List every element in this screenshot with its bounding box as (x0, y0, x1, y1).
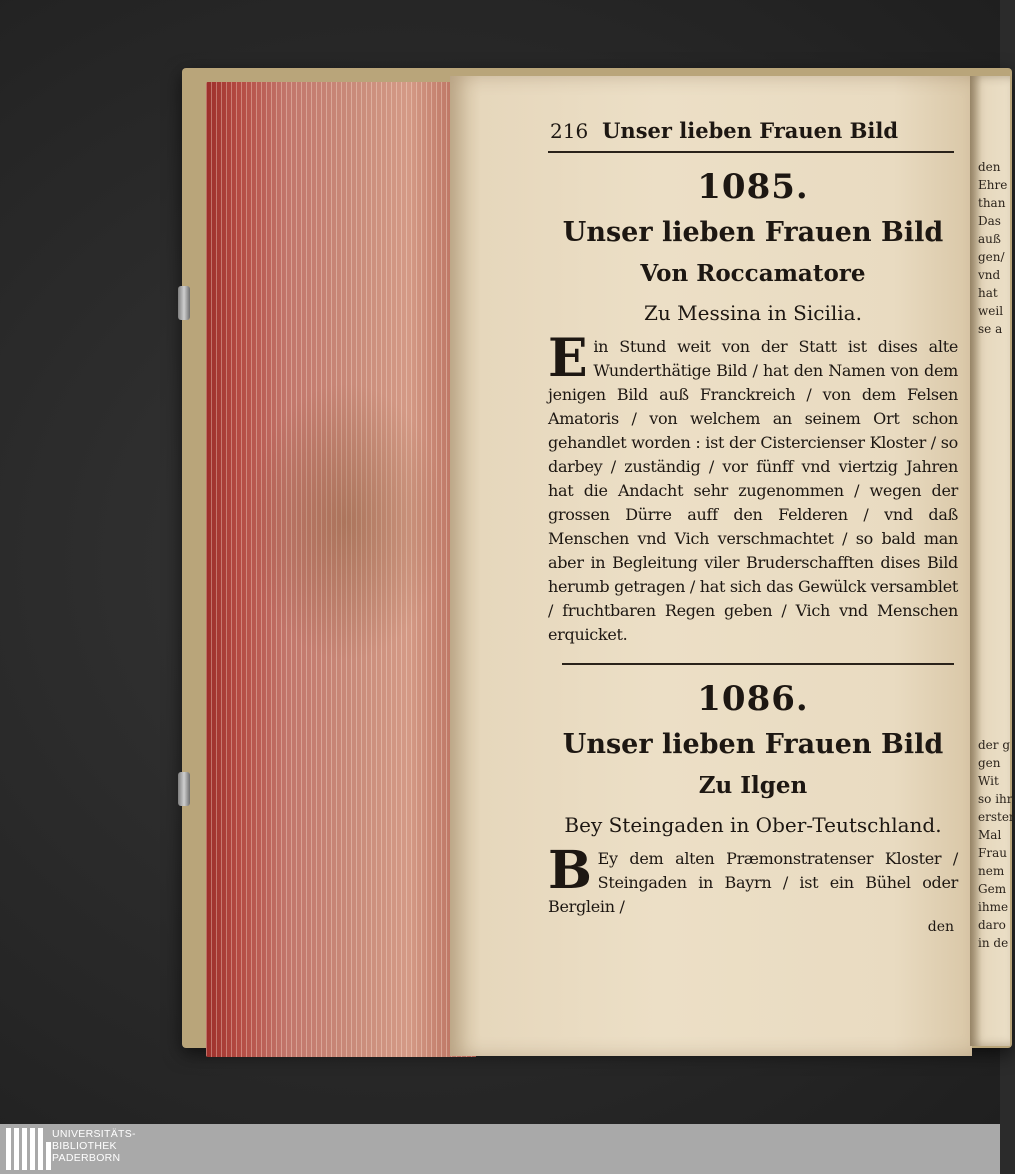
facing-line: auß (978, 232, 1001, 246)
facing-text-bottom (978, 736, 1015, 952)
facing-line: Das (978, 214, 1001, 228)
library-name (52, 1128, 136, 1164)
facing-line: gen/ (978, 250, 1005, 264)
facing-page-sliver (970, 76, 1015, 1046)
library-name-line1: UNIVERSITÄTS- (52, 1128, 136, 1140)
facing-line: Wit (978, 774, 999, 788)
body-text-1086: Ey dem alten Præmonstratenser Kloster / Steingaden in Bayrn / ist ein Bühel oder Berglein / (548, 849, 958, 916)
facing-line: Frau (978, 846, 1007, 860)
library-name-line3: PADERBORN (52, 1152, 121, 1164)
body-text-1085: in Stund weit von der Statt ist dises alte Wunderthätige Bild / hat den Namen von dem jenigen Bild auß Franckreich / von dem Felsen Amatoris / von welchem an seinem Ort schon gehandlet worden : ist der Cistercienser Kloster / so darbey / zuständig / vor fünff vnd viertzig Jahren hat die Andacht sehr zugenommen / wegen der grossen Dürre auff den Felderen / vnd daß Menschen vnd Vich verschmachtet / so bald man aber in Begleitung viler Bruderschafften dises Bild herumb getragen / hat sich das Gewülck versamblet / fruchtbaren Regen geben / Vich vnd Menschen erquicket. (548, 337, 958, 644)
entry-title-1085: Unser lieben Frauen Bild (562, 217, 944, 248)
library-name-line2: BIBLIOTHEK (52, 1140, 117, 1152)
entry-number-1085: 1085. (697, 167, 809, 207)
facing-line: so ihr (978, 792, 1013, 806)
facing-text-top (978, 158, 1007, 338)
section-rule (562, 663, 954, 665)
facing-line: than (978, 196, 1006, 210)
book-page (450, 76, 972, 1056)
facing-line: ihme (978, 900, 1009, 914)
facing-line: Ehre (978, 178, 1008, 192)
entry-subtitle-1086: Zu Ilgen (698, 772, 808, 799)
footer-bar (0, 1124, 1000, 1174)
page-fore-edge (206, 82, 476, 1057)
facing-line: Mal (978, 828, 1002, 842)
facing-line: in de (978, 936, 1009, 950)
entry-number-1086: 1086. (697, 679, 809, 719)
running-head (548, 118, 958, 151)
facing-line: weil (978, 304, 1004, 318)
facing-line: se a (978, 322, 1003, 336)
page-content (548, 118, 958, 935)
library-logo-icon (6, 1128, 51, 1170)
facing-line: daro (978, 918, 1006, 932)
facing-line: nem (978, 864, 1005, 878)
clasp-upper (178, 286, 190, 320)
entry-body-1085 (548, 328, 958, 647)
dropcap-1086: B (548, 840, 592, 901)
page-number: 216 (550, 119, 589, 143)
dropcap-1085: E (548, 328, 588, 389)
entry-subtitle-1085: Von Roccamatore (640, 260, 866, 287)
facing-line: Gem (978, 882, 1007, 896)
entry-place-1086: Bey Steingaden in Ober-Teutschland. (564, 813, 942, 837)
facing-line: hat (978, 286, 998, 300)
entry-body-1086 (548, 840, 958, 919)
running-title: Unser lieben Frauen Bild (602, 118, 898, 143)
facing-line: erster (978, 810, 1015, 824)
facing-line: gen (978, 756, 1001, 770)
entry-title-1086: Unser lieben Frauen Bild (562, 729, 944, 760)
facing-line: den (978, 160, 1001, 174)
clasp-lower (178, 772, 190, 806)
facing-line: der g (978, 738, 1011, 752)
head-rule (548, 151, 954, 153)
entry-place-1085: Zu Messina in Sicilia. (644, 301, 862, 325)
facing-line: vnd (978, 268, 1001, 282)
catchword: den (927, 919, 954, 935)
edge-stain (246, 382, 446, 662)
